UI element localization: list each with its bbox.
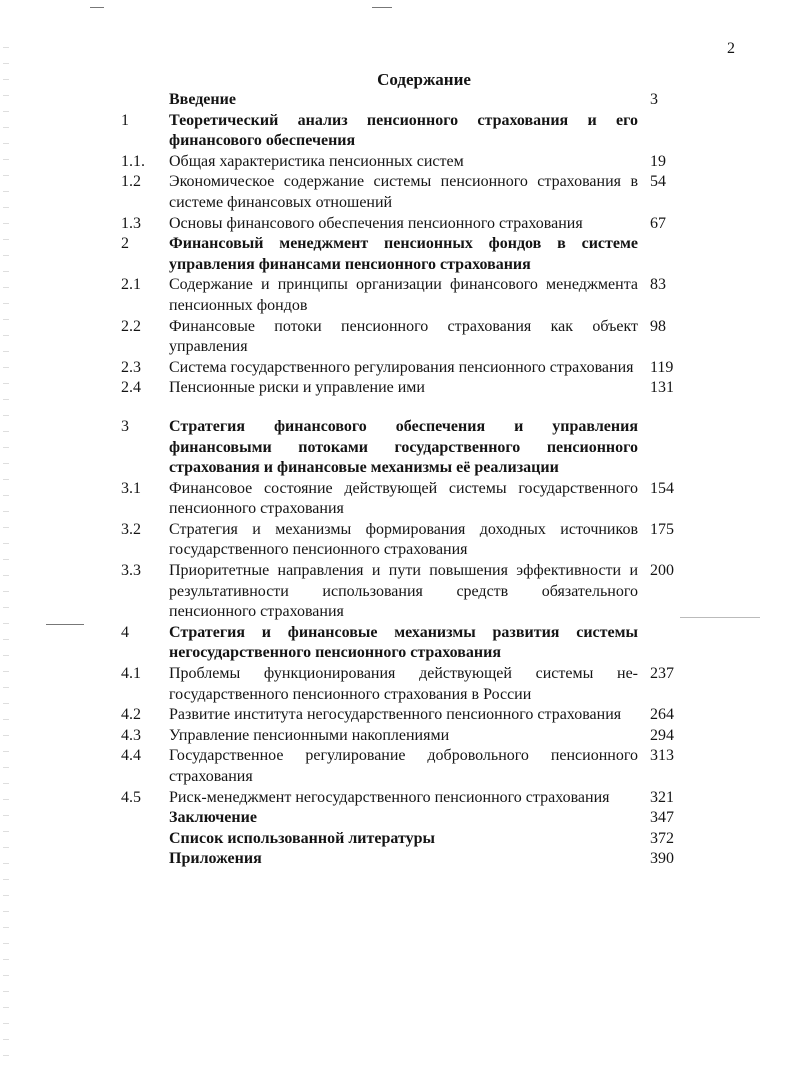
- toc-entry-title: Приоритетные направления и пути повышения эффективности и результативности использования средств обязательного пенсионного страхования: [169, 562, 638, 621]
- toc-entry-number: 2.1: [121, 276, 141, 294]
- toc-entry: [0, 358, 792, 379]
- toc-entry-page: 175: [650, 520, 674, 538]
- toc-entry-number: 3: [121, 417, 129, 435]
- toc-entry-page: 347: [650, 809, 674, 827]
- toc-entry-title: Стратегия финансового обеспечения и управления финансовыми потоками государственного пенсионного страхования и финансовые механизмы её реализации: [169, 417, 638, 477]
- toc-entry-page: 83: [650, 276, 666, 294]
- toc-entry: [0, 90, 792, 111]
- toc-entry-number: 3.3: [121, 562, 141, 580]
- toc-entry-title: Пенсионные риски и управление ими: [169, 379, 425, 397]
- toc-entry-number: 3.2: [121, 520, 141, 538]
- page-number: 2: [727, 40, 735, 57]
- toc-entry-number: 1: [121, 111, 129, 129]
- toc-entry: [0, 111, 792, 152]
- toc-entry: [0, 275, 792, 316]
- toc-entry-title: Управление пенсионными накоплениями: [169, 726, 450, 744]
- toc-entry-title: Риск-менеджмент негосударственного пенсионного страхования: [169, 788, 610, 806]
- toc-entry-title: Развитие института негосударственного пенсионного страхования: [169, 706, 622, 724]
- page-title: Содержание: [377, 70, 471, 89]
- toc-entry-title: Содержание и принципы организации финансового менеджмента пенсионных фондов: [169, 276, 638, 314]
- toc-entry-title: Теоретический анализ пенсионного страхования и его финансового обеспечения: [169, 111, 638, 150]
- toc-entry-number: 4.2: [121, 706, 141, 724]
- toc-entry-number: 1.2: [121, 173, 141, 191]
- toc-entry-page: 390: [650, 850, 674, 868]
- toc-entry-title: Основы финансового обеспечения пенсионного страхования: [169, 214, 583, 232]
- toc-entry-title: Стратегия и механизмы формирования доходных источников государственного пенсионного страхования: [169, 520, 638, 559]
- toc-entry-page: 19: [650, 152, 666, 170]
- scan-dash-artifact: [372, 7, 392, 8]
- toc-entry: [0, 623, 792, 664]
- toc-entry: [0, 234, 792, 275]
- toc-entry-number: 4.5: [121, 788, 141, 806]
- toc-entry-page: 98: [650, 317, 666, 335]
- toc-entry-title: Список использованной литературы: [169, 829, 435, 847]
- toc-entry-title: Заключение: [169, 809, 257, 827]
- toc-entry-title: Проблемы функционирования действующей системы негосударственного пенсионного страхования в России: [169, 665, 638, 703]
- toc-entry-number: 2.4: [121, 379, 141, 397]
- table-of-contents: [0, 90, 792, 870]
- toc-entry-number: 2: [121, 235, 129, 253]
- toc-entry-number: 2.2: [121, 317, 141, 335]
- toc-entry-title: Финансовые потоки пенсионного страхования как объект управления: [169, 317, 638, 356]
- toc-entry: [0, 705, 792, 726]
- toc-entry: [0, 561, 792, 623]
- section-spacer: [0, 399, 792, 417]
- toc-entry-page: 294: [650, 726, 674, 744]
- toc-entry-title: Система государственного регулирования пенсионного страхования: [169, 358, 634, 376]
- toc-entry-number: 3.1: [121, 479, 141, 497]
- toc-entry: [0, 417, 792, 479]
- toc-entry-page: 154: [650, 479, 674, 497]
- toc-entry-number: 4.1: [121, 665, 141, 683]
- toc-entry-page: 372: [650, 829, 674, 847]
- toc-entry-number: 2.3: [121, 358, 141, 376]
- toc-entry-title: Экономическое содержание системы пенсионного страхования в системе финансовых отношений: [169, 173, 638, 211]
- scan-dash-artifact: [90, 7, 104, 8]
- toc-entry: [0, 214, 792, 235]
- toc-entry-number: 4.3: [121, 726, 141, 744]
- toc-entry: [0, 152, 792, 173]
- toc-entry-page: 54: [650, 173, 666, 191]
- toc-entry: [0, 849, 792, 870]
- toc-entry-title: Финансовый менеджмент пенсионных фондов в системе управления финансами пенсионного страхования: [169, 235, 638, 273]
- toc-entry: [0, 829, 792, 850]
- toc-entry-number: 1.1.: [121, 152, 145, 170]
- toc-entry: [0, 788, 792, 809]
- toc-entry: [0, 172, 792, 213]
- toc-entry-page: 67: [650, 214, 666, 232]
- toc-entry-title: Стратегия и финансовые механизмы развития системы негосударственного пенсионного страхования: [169, 623, 638, 662]
- toc-entry-number: 4: [121, 623, 129, 641]
- toc-entry-number: 4.4: [121, 747, 141, 765]
- toc-entry: [0, 664, 792, 705]
- toc-entry-title: Общая характеристика пенсионных систем: [169, 152, 464, 170]
- toc-entry-title: Государственное регулирование добровольного пенсионного страхования: [169, 747, 638, 785]
- toc-entry-page: 237: [650, 665, 674, 683]
- toc-entry: [0, 808, 792, 829]
- toc-entry-title: Приложения: [169, 850, 262, 868]
- toc-entry-title: Введение: [169, 91, 236, 108]
- toc-entry-page: 264: [650, 706, 674, 724]
- toc-entry: [0, 726, 792, 747]
- toc-entry-title: Финансовое состояние действующей системы государственного пенсионного страхования: [169, 479, 638, 518]
- toc-entry: [0, 378, 792, 399]
- toc-entry: [0, 746, 792, 787]
- toc-entry-page: 119: [650, 358, 674, 376]
- toc-entry: [0, 317, 792, 358]
- toc-entry-page: 200: [650, 562, 674, 580]
- toc-entry-page: 321: [650, 788, 674, 806]
- toc-entry-number: 1.3: [121, 214, 141, 232]
- toc-entry-page: 131: [650, 379, 674, 397]
- toc-entry: [0, 520, 792, 561]
- toc-entry-page: 313: [650, 747, 674, 765]
- toc-entry: [0, 479, 792, 520]
- toc-entry-page: 3: [650, 91, 658, 108]
